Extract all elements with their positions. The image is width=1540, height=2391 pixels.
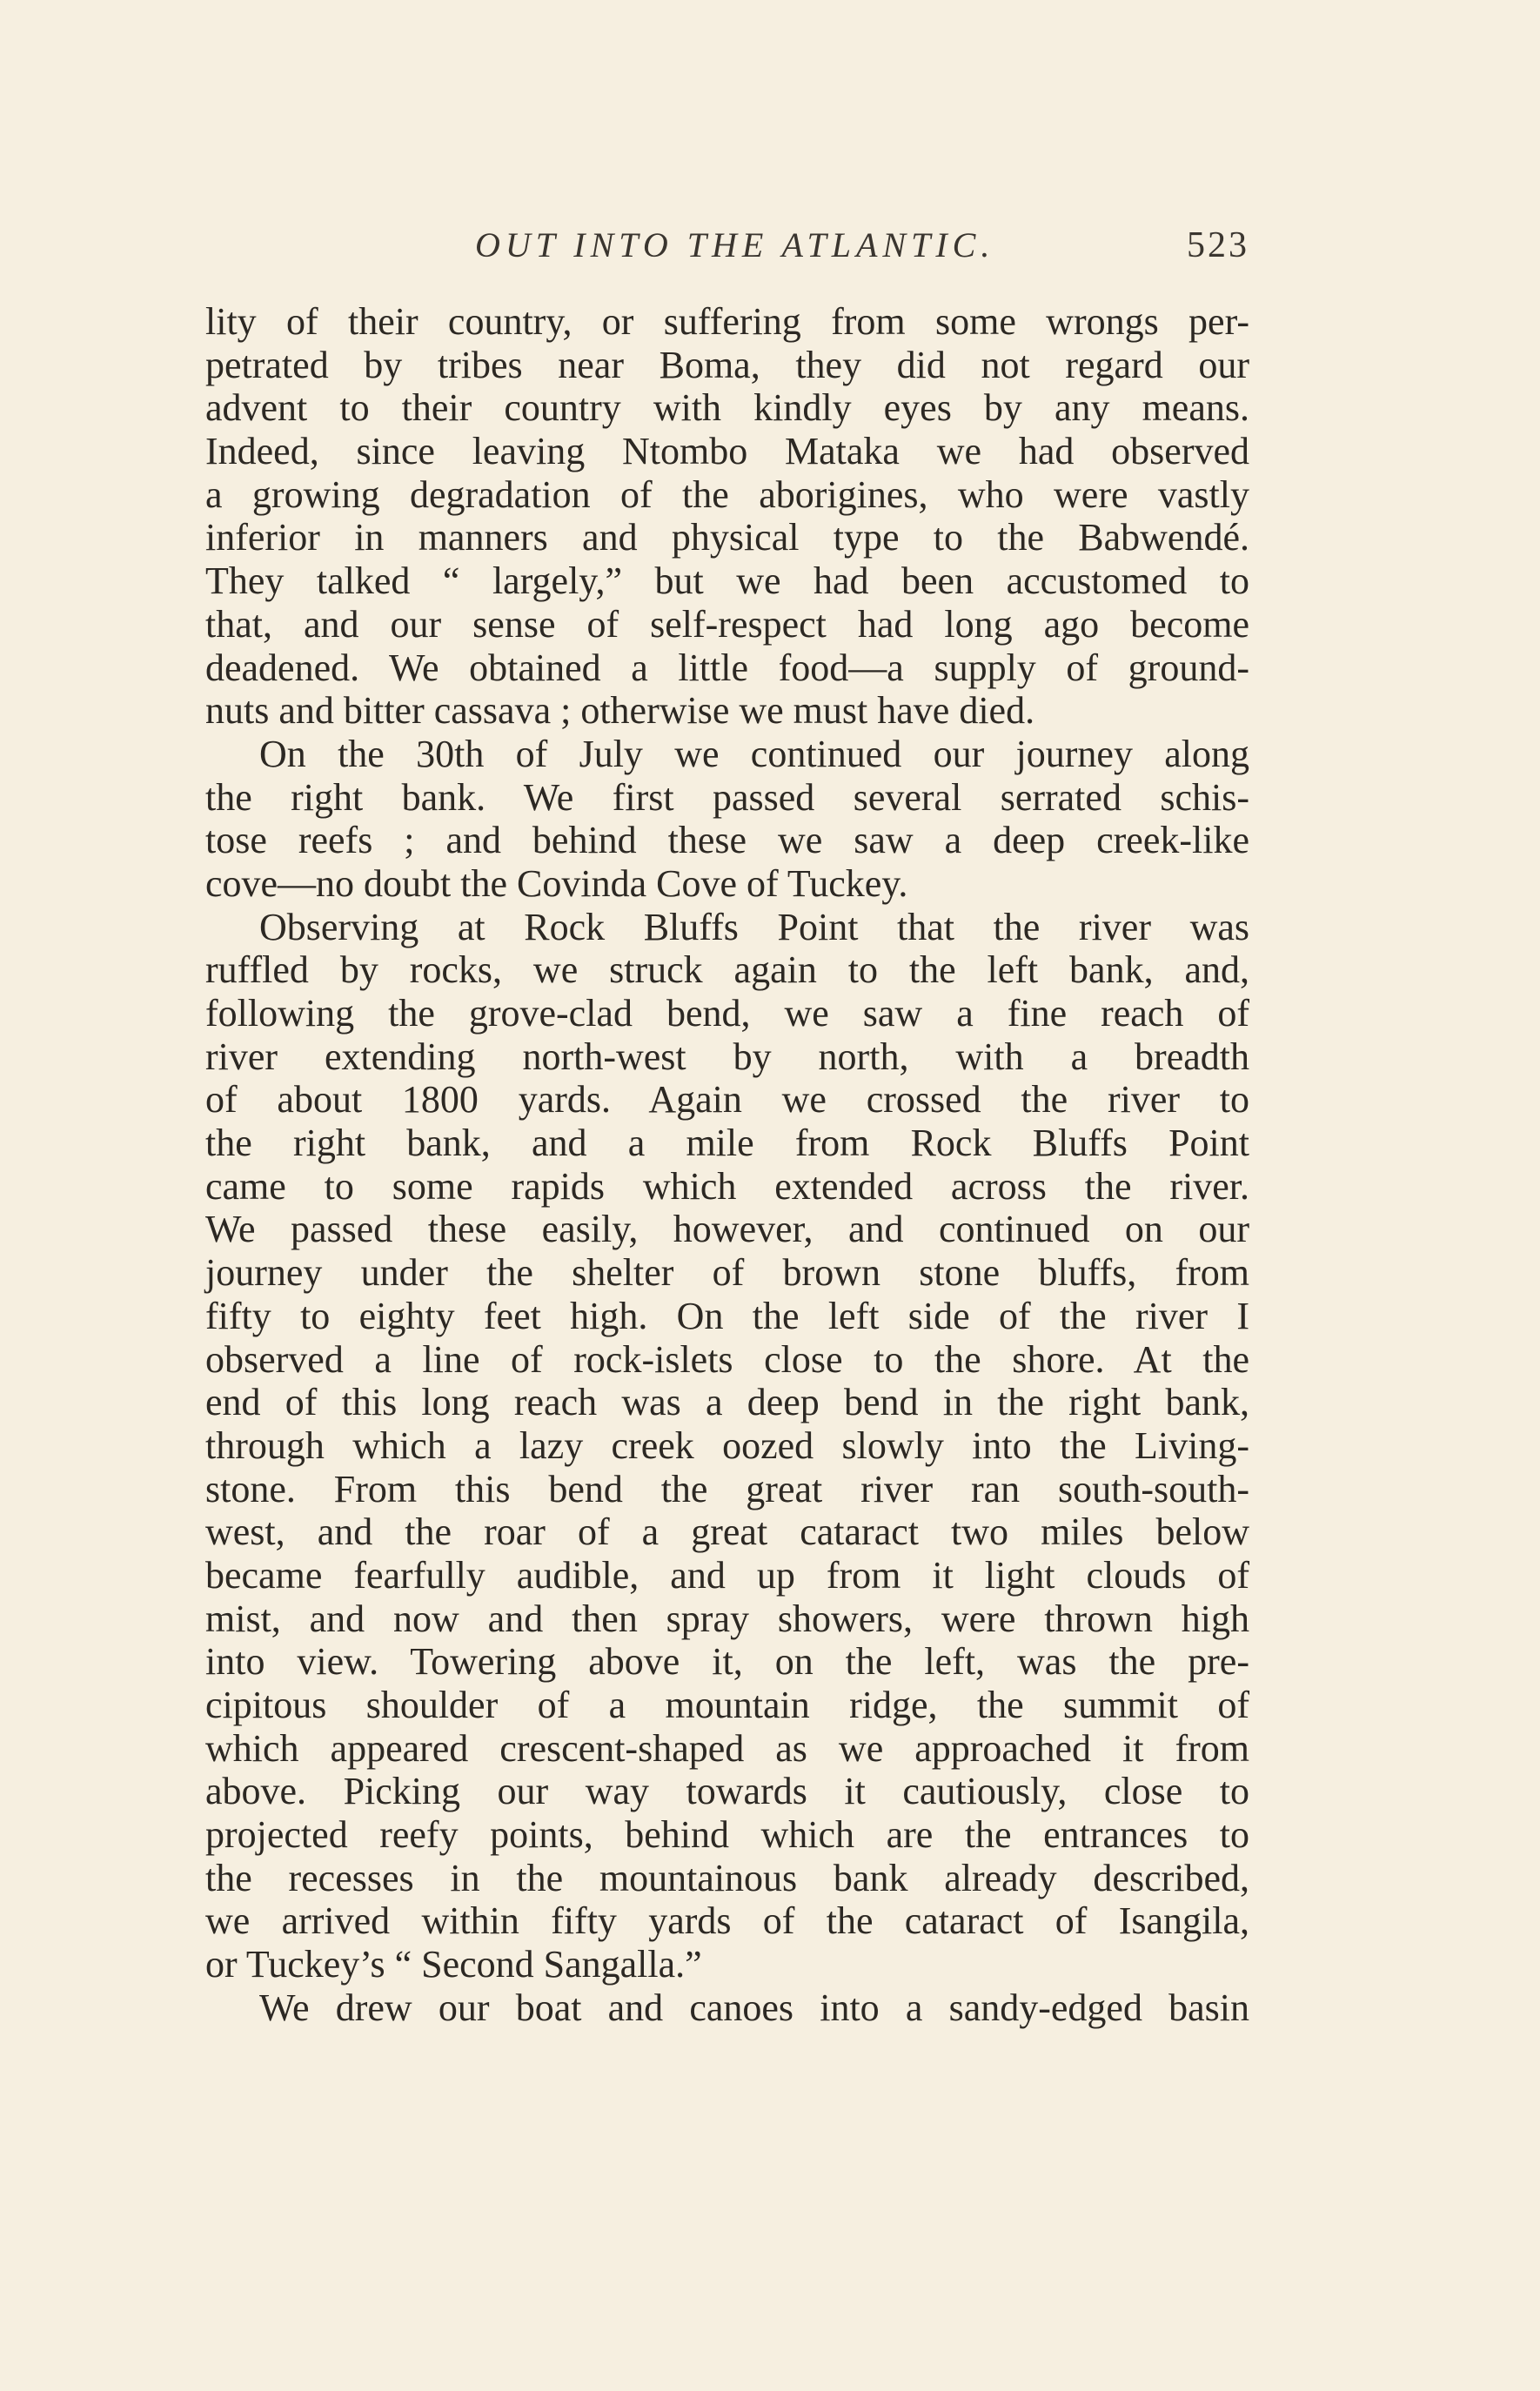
text-line: observed a line of rock-islets close to the shore. At the [205, 1337, 1249, 1381]
paragraph-first-line: Observing at Rock Bluffs Point that the river was [259, 905, 1249, 948]
text-line: journey under the shelter of brown stone bluffs, from [205, 1251, 1249, 1295]
body-text [205, 300, 1249, 2030]
text-line: mist, and now and then spray showers, were thrown high [205, 1597, 1249, 1640]
text-line: that, and our sense of self-respect had long ago become [205, 602, 1249, 646]
text-line: petrated by tribes near Boma, they did not regard our [205, 343, 1249, 386]
text-line: fifty to eighty feet high. On the left side of the river I [205, 1294, 1249, 1337]
text-line: became fearfully audible, and up from it light clouds of [205, 1553, 1249, 1597]
text-line: west, and the roar of a great cataract two miles below [205, 1510, 1249, 1554]
text-line: the recesses in the mountainous bank already described, [205, 1856, 1249, 1899]
text-line: nuts and bitter cassava ; otherwise we must have died. [205, 689, 1035, 733]
text-line: end of this long reach was a deep bend in the right bank, [205, 1381, 1249, 1424]
paragraph-first-line: On the 30th of July we continued our journey along [259, 732, 1249, 775]
paragraph-first-line: We drew our boat and canoes into a sandy-edged basin [259, 1986, 1249, 2029]
text-line: above. Picking our way towards it cautiously, close to [205, 1770, 1249, 1813]
text-line: which appeared crescent-shaped as we approached it from [205, 1726, 1249, 1770]
text-line: came to some rapids which extended across the river. [205, 1164, 1249, 1208]
text-line: lity of their country, or suffering from some wrongs per- [205, 300, 1249, 343]
text-line: river extending north-west by north, with a breadth [205, 1035, 1249, 1078]
text-line: through which a lazy creek oozed slowly into the Living- [205, 1423, 1249, 1467]
text-line: They talked “ largely,” but we had been accustomed to [205, 559, 1249, 603]
text-line: ruffled by rocks, we struck again to the left bank, and, [205, 948, 1249, 992]
running-head [205, 224, 1249, 277]
text-line: deadened. We obtained a little food—a supply of ground- [205, 646, 1249, 689]
text-line: inferior in manners and physical type to the Babwendé. [205, 516, 1249, 559]
text-line: into view. Towering above it, on the left, was the pre- [205, 1640, 1249, 1684]
text-line: or Tuckey’s “ Second Sangalla.” [205, 1943, 702, 1986]
text-line: We passed these easily, however, and continued on our [205, 1208, 1249, 1251]
running-title: OUT INTO THE ATLANTIC. [475, 225, 995, 265]
text-line: following the grove-clad bend, we saw a fine reach of [205, 992, 1249, 1035]
text-line: stone. From this bend the great river ran south-south- [205, 1467, 1249, 1510]
text-line: we arrived within fifty yards of the cataract of Isangila, [205, 1899, 1249, 1943]
text-line: of about 1800 yards. Again we crossed the river to [205, 1078, 1249, 1122]
text-line: Indeed, since leaving Ntombo Mataka we had observed [205, 430, 1249, 473]
text-line: projected reefy points, behind which are the entrances to [205, 1813, 1249, 1857]
text-line: cove—no doubt the Covinda Cove of Tuckey. [205, 861, 908, 905]
text-line: the right bank, and a mile from Rock Bluffs Point [205, 1122, 1249, 1165]
text-line: a growing degradation of the aborigines, who were vastly [205, 472, 1249, 516]
text-line: cipitous shoulder of a mountain ridge, the summit of [205, 1684, 1249, 1726]
text-line: advent to their country with kindly eyes by any means. [205, 386, 1249, 430]
text-line: tose reefs ; and behind these we saw a deep creek-like [205, 819, 1249, 862]
page-number: 523 [1187, 225, 1249, 265]
text-line: the right bank. We first passed several serrated schis- [205, 775, 1249, 819]
